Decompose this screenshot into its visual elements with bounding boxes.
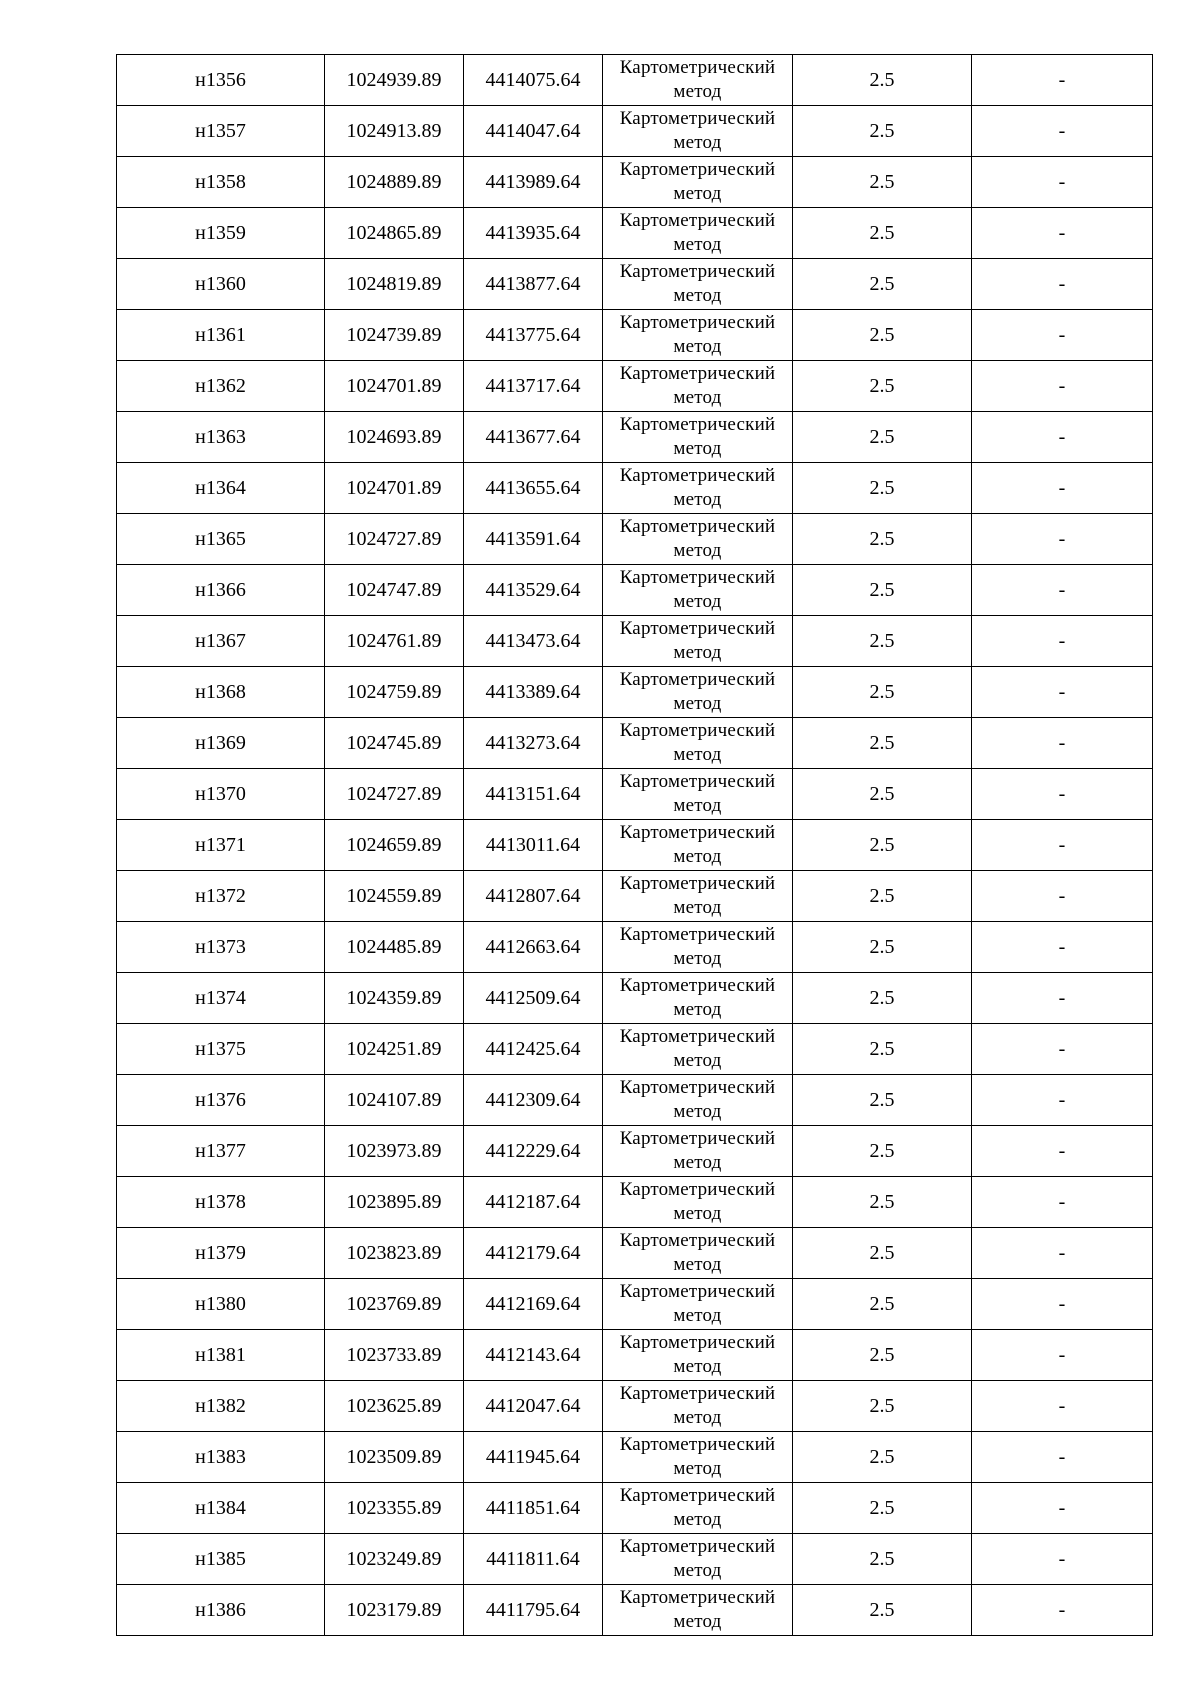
point-id-cell: н1365	[117, 514, 325, 565]
x-coordinate-cell: 1024761.89	[325, 616, 464, 667]
method-line-1: Картометрический	[619, 1536, 776, 1557]
x-coordinate-cell: 1024107.89	[325, 1075, 464, 1126]
note-cell: -	[972, 922, 1153, 973]
method-cell	[603, 361, 793, 412]
y-coordinate-cell: 4411851.64	[464, 1483, 603, 1534]
note-cell: -	[972, 1330, 1153, 1381]
y-coordinate-cell: 4412187.64	[464, 1177, 603, 1228]
table-row	[117, 157, 1153, 208]
method-line-2: метод	[673, 489, 722, 510]
method-line-1: Картометрический	[619, 975, 776, 996]
y-coordinate-cell: 4412425.64	[464, 1024, 603, 1075]
accuracy-cell: 2.5	[793, 463, 972, 514]
table-row	[117, 55, 1153, 106]
x-coordinate-cell: 1023249.89	[325, 1534, 464, 1585]
y-coordinate-cell: 4413877.64	[464, 259, 603, 310]
table-row	[117, 1432, 1153, 1483]
accuracy-cell: 2.5	[793, 1024, 972, 1075]
method-line-1: Картометрический	[619, 771, 776, 792]
method-line-1: Картометрический	[619, 1434, 776, 1455]
x-coordinate-cell: 1024727.89	[325, 769, 464, 820]
method-cell	[603, 1126, 793, 1177]
x-coordinate-cell: 1024889.89	[325, 157, 464, 208]
x-coordinate-cell: 1024865.89	[325, 208, 464, 259]
accuracy-cell: 2.5	[793, 1279, 972, 1330]
method-line-1: Картометрический	[619, 1383, 776, 1404]
method-line-2: метод	[673, 642, 722, 663]
point-id-cell: н1359	[117, 208, 325, 259]
table-row	[117, 1585, 1153, 1636]
table-row	[117, 1126, 1153, 1177]
method-cell	[603, 514, 793, 565]
table-row	[117, 1024, 1153, 1075]
x-coordinate-cell: 1023179.89	[325, 1585, 464, 1636]
y-coordinate-cell: 4411795.64	[464, 1585, 603, 1636]
point-id-cell: н1364	[117, 463, 325, 514]
method-cell	[603, 1381, 793, 1432]
table-row	[117, 973, 1153, 1024]
method-line-2: метод	[673, 1611, 722, 1632]
method-line-2: метод	[673, 81, 722, 102]
note-cell: -	[972, 871, 1153, 922]
method-line-1: Картометрический	[619, 312, 776, 333]
accuracy-cell: 2.5	[793, 667, 972, 718]
x-coordinate-cell: 1023625.89	[325, 1381, 464, 1432]
method-cell	[603, 208, 793, 259]
y-coordinate-cell: 4413591.64	[464, 514, 603, 565]
method-cell	[603, 973, 793, 1024]
method-line-2: метод	[673, 999, 722, 1020]
accuracy-cell: 2.5	[793, 1432, 972, 1483]
table-row	[117, 667, 1153, 718]
method-line-1: Картометрический	[619, 210, 776, 231]
note-cell: -	[972, 1381, 1153, 1432]
method-cell	[603, 463, 793, 514]
accuracy-cell: 2.5	[793, 922, 972, 973]
method-line-1: Картометрический	[619, 1587, 776, 1608]
table-row	[117, 1075, 1153, 1126]
table-row	[117, 259, 1153, 310]
table-row	[117, 412, 1153, 463]
method-cell	[603, 1585, 793, 1636]
accuracy-cell: 2.5	[793, 1177, 972, 1228]
method-cell	[603, 667, 793, 718]
point-id-cell: н1376	[117, 1075, 325, 1126]
coordinates-table-body	[117, 55, 1153, 1636]
table-row	[117, 1330, 1153, 1381]
y-coordinate-cell: 4412143.64	[464, 1330, 603, 1381]
accuracy-cell: 2.5	[793, 1381, 972, 1432]
accuracy-cell: 2.5	[793, 106, 972, 157]
table-row	[117, 1279, 1153, 1330]
table-row	[117, 1228, 1153, 1279]
method-line-1: Картометрический	[619, 465, 776, 486]
accuracy-cell: 2.5	[793, 259, 972, 310]
point-id-cell: н1368	[117, 667, 325, 718]
method-line-2: метод	[673, 285, 722, 306]
method-cell	[603, 157, 793, 208]
point-id-cell: н1378	[117, 1177, 325, 1228]
note-cell: -	[972, 1432, 1153, 1483]
method-line-2: метод	[673, 234, 722, 255]
method-line-1: Картометрический	[619, 261, 776, 282]
accuracy-cell: 2.5	[793, 157, 972, 208]
table-row	[117, 361, 1153, 412]
method-line-1: Картометрический	[619, 1485, 776, 1506]
point-id-cell: н1375	[117, 1024, 325, 1075]
method-cell	[603, 1228, 793, 1279]
method-line-1: Картометрический	[619, 1230, 776, 1251]
accuracy-cell: 2.5	[793, 1585, 972, 1636]
point-id-cell: н1370	[117, 769, 325, 820]
y-coordinate-cell: 4413011.64	[464, 820, 603, 871]
y-coordinate-cell: 4413775.64	[464, 310, 603, 361]
method-line-2: метод	[673, 1101, 722, 1122]
point-id-cell: н1386	[117, 1585, 325, 1636]
note-cell: -	[972, 259, 1153, 310]
point-id-cell: н1358	[117, 157, 325, 208]
method-line-2: метод	[673, 693, 722, 714]
x-coordinate-cell: 1024939.89	[325, 55, 464, 106]
method-cell	[603, 718, 793, 769]
note-cell: -	[972, 1126, 1153, 1177]
method-line-1: Картометрический	[619, 108, 776, 129]
point-id-cell: н1371	[117, 820, 325, 871]
method-line-1: Картометрический	[619, 516, 776, 537]
x-coordinate-cell: 1024739.89	[325, 310, 464, 361]
table-row	[117, 1483, 1153, 1534]
method-line-2: метод	[673, 744, 722, 765]
y-coordinate-cell: 4412047.64	[464, 1381, 603, 1432]
table-row	[117, 514, 1153, 565]
method-cell	[603, 1330, 793, 1381]
method-line-2: метод	[673, 1050, 722, 1071]
method-line-1: Картометрический	[619, 1026, 776, 1047]
y-coordinate-cell: 4411945.64	[464, 1432, 603, 1483]
accuracy-cell: 2.5	[793, 565, 972, 616]
y-coordinate-cell: 4412169.64	[464, 1279, 603, 1330]
point-id-cell: н1374	[117, 973, 325, 1024]
y-coordinate-cell: 4413989.64	[464, 157, 603, 208]
note-cell: -	[972, 55, 1153, 106]
accuracy-cell: 2.5	[793, 310, 972, 361]
method-cell	[603, 1432, 793, 1483]
method-cell	[603, 922, 793, 973]
y-coordinate-cell: 4413389.64	[464, 667, 603, 718]
y-coordinate-cell: 4413473.64	[464, 616, 603, 667]
point-id-cell: н1361	[117, 310, 325, 361]
table-row	[117, 718, 1153, 769]
method-line-2: метод	[673, 132, 722, 153]
table-row	[117, 1177, 1153, 1228]
table-row	[117, 463, 1153, 514]
x-coordinate-cell: 1024727.89	[325, 514, 464, 565]
accuracy-cell: 2.5	[793, 1483, 972, 1534]
method-cell	[603, 259, 793, 310]
point-id-cell: н1357	[117, 106, 325, 157]
point-id-cell: н1369	[117, 718, 325, 769]
point-id-cell: н1362	[117, 361, 325, 412]
method-cell	[603, 412, 793, 463]
method-line-1: Картометрический	[619, 1077, 776, 1098]
table-row	[117, 922, 1153, 973]
y-coordinate-cell: 4413935.64	[464, 208, 603, 259]
method-line-1: Картометрический	[619, 1332, 776, 1353]
accuracy-cell: 2.5	[793, 1126, 972, 1177]
table-row	[117, 310, 1153, 361]
method-line-2: метод	[673, 1458, 722, 1479]
y-coordinate-cell: 4411811.64	[464, 1534, 603, 1585]
method-line-2: метод	[673, 1407, 722, 1428]
x-coordinate-cell: 1023509.89	[325, 1432, 464, 1483]
note-cell: -	[972, 514, 1153, 565]
note-cell: -	[972, 1228, 1153, 1279]
point-id-cell: н1366	[117, 565, 325, 616]
note-cell: -	[972, 1279, 1153, 1330]
x-coordinate-cell: 1023895.89	[325, 1177, 464, 1228]
method-cell	[603, 565, 793, 616]
x-coordinate-cell: 1024819.89	[325, 259, 464, 310]
method-line-2: метод	[673, 1509, 722, 1530]
method-line-2: метод	[673, 591, 722, 612]
x-coordinate-cell: 1023973.89	[325, 1126, 464, 1177]
point-id-cell: н1379	[117, 1228, 325, 1279]
y-coordinate-cell: 4412807.64	[464, 871, 603, 922]
method-line-1: Картометрический	[619, 822, 776, 843]
method-line-2: метод	[673, 846, 722, 867]
y-coordinate-cell: 4413529.64	[464, 565, 603, 616]
point-id-cell: н1363	[117, 412, 325, 463]
note-cell: -	[972, 616, 1153, 667]
accuracy-cell: 2.5	[793, 769, 972, 820]
method-line-1: Картометрический	[619, 1281, 776, 1302]
point-id-cell: н1372	[117, 871, 325, 922]
method-cell	[603, 1483, 793, 1534]
note-cell: -	[972, 769, 1153, 820]
method-line-1: Картометрический	[619, 1128, 776, 1149]
accuracy-cell: 2.5	[793, 1228, 972, 1279]
y-coordinate-cell: 4413717.64	[464, 361, 603, 412]
accuracy-cell: 2.5	[793, 616, 972, 667]
method-line-2: метод	[673, 795, 722, 816]
method-line-1: Картометрический	[619, 924, 776, 945]
x-coordinate-cell: 1024701.89	[325, 463, 464, 514]
note-cell: -	[972, 361, 1153, 412]
method-cell	[603, 871, 793, 922]
x-coordinate-cell: 1024251.89	[325, 1024, 464, 1075]
point-id-cell: н1360	[117, 259, 325, 310]
method-line-2: метод	[673, 1560, 722, 1581]
method-line-1: Картометрический	[619, 1179, 776, 1200]
table-row	[117, 1534, 1153, 1585]
note-cell: -	[972, 106, 1153, 157]
point-id-cell: н1384	[117, 1483, 325, 1534]
point-id-cell: н1383	[117, 1432, 325, 1483]
accuracy-cell: 2.5	[793, 55, 972, 106]
y-coordinate-cell: 4413273.64	[464, 718, 603, 769]
method-line-1: Картометрический	[619, 873, 776, 894]
point-id-cell: н1381	[117, 1330, 325, 1381]
accuracy-cell: 2.5	[793, 820, 972, 871]
method-line-2: метод	[673, 438, 722, 459]
x-coordinate-cell: 1023823.89	[325, 1228, 464, 1279]
y-coordinate-cell: 4413151.64	[464, 769, 603, 820]
note-cell: -	[972, 1024, 1153, 1075]
y-coordinate-cell: 4412663.64	[464, 922, 603, 973]
note-cell: -	[972, 208, 1153, 259]
point-id-cell: н1367	[117, 616, 325, 667]
x-coordinate-cell: 1024659.89	[325, 820, 464, 871]
accuracy-cell: 2.5	[793, 871, 972, 922]
method-line-1: Картометрический	[619, 618, 776, 639]
note-cell: -	[972, 1534, 1153, 1585]
method-line-1: Картометрический	[619, 57, 776, 78]
table-row	[117, 871, 1153, 922]
y-coordinate-cell: 4412309.64	[464, 1075, 603, 1126]
note-cell: -	[972, 463, 1153, 514]
note-cell: -	[972, 1585, 1153, 1636]
note-cell: -	[972, 412, 1153, 463]
y-coordinate-cell: 4413677.64	[464, 412, 603, 463]
method-line-2: метод	[673, 897, 722, 918]
method-line-2: метод	[673, 1305, 722, 1326]
method-line-2: метод	[673, 183, 722, 204]
x-coordinate-cell: 1024913.89	[325, 106, 464, 157]
point-id-cell: н1385	[117, 1534, 325, 1585]
x-coordinate-cell: 1024759.89	[325, 667, 464, 718]
method-cell	[603, 820, 793, 871]
x-coordinate-cell: 1024359.89	[325, 973, 464, 1024]
x-coordinate-cell: 1024559.89	[325, 871, 464, 922]
method-line-2: метод	[673, 948, 722, 969]
note-cell: -	[972, 667, 1153, 718]
point-id-cell: н1373	[117, 922, 325, 973]
point-id-cell: н1356	[117, 55, 325, 106]
method-cell	[603, 310, 793, 361]
x-coordinate-cell: 1023355.89	[325, 1483, 464, 1534]
accuracy-cell: 2.5	[793, 718, 972, 769]
x-coordinate-cell: 1024747.89	[325, 565, 464, 616]
method-line-2: метод	[673, 336, 722, 357]
method-line-2: метод	[673, 1356, 722, 1377]
note-cell: -	[972, 565, 1153, 616]
table-row	[117, 1381, 1153, 1432]
y-coordinate-cell: 4414047.64	[464, 106, 603, 157]
table-row	[117, 616, 1153, 667]
method-line-1: Картометрический	[619, 159, 776, 180]
y-coordinate-cell: 4412509.64	[464, 973, 603, 1024]
accuracy-cell: 2.5	[793, 1075, 972, 1126]
point-id-cell: н1382	[117, 1381, 325, 1432]
table-row	[117, 208, 1153, 259]
method-cell	[603, 1279, 793, 1330]
method-cell	[603, 1075, 793, 1126]
method-cell	[603, 1534, 793, 1585]
method-line-1: Картометрический	[619, 414, 776, 435]
table-row	[117, 106, 1153, 157]
note-cell: -	[972, 973, 1153, 1024]
method-cell	[603, 616, 793, 667]
note-cell: -	[972, 1177, 1153, 1228]
table-row	[117, 820, 1153, 871]
y-coordinate-cell: 4412229.64	[464, 1126, 603, 1177]
point-id-cell: н1380	[117, 1279, 325, 1330]
note-cell: -	[972, 1075, 1153, 1126]
note-cell: -	[972, 718, 1153, 769]
x-coordinate-cell: 1024693.89	[325, 412, 464, 463]
accuracy-cell: 2.5	[793, 973, 972, 1024]
note-cell: -	[972, 157, 1153, 208]
accuracy-cell: 2.5	[793, 412, 972, 463]
method-line-2: метод	[673, 540, 722, 561]
x-coordinate-cell: 1023769.89	[325, 1279, 464, 1330]
coordinates-table	[116, 54, 1153, 1636]
method-line-1: Картометрический	[619, 567, 776, 588]
y-coordinate-cell: 4414075.64	[464, 55, 603, 106]
y-coordinate-cell: 4413655.64	[464, 463, 603, 514]
x-coordinate-cell: 1024745.89	[325, 718, 464, 769]
x-coordinate-cell: 1024485.89	[325, 922, 464, 973]
point-id-cell: н1377	[117, 1126, 325, 1177]
method-cell	[603, 1024, 793, 1075]
method-cell	[603, 106, 793, 157]
note-cell: -	[972, 310, 1153, 361]
accuracy-cell: 2.5	[793, 361, 972, 412]
method-line-1: Картометрический	[619, 669, 776, 690]
method-line-2: метод	[673, 1152, 722, 1173]
y-coordinate-cell: 4412179.64	[464, 1228, 603, 1279]
accuracy-cell: 2.5	[793, 1330, 972, 1381]
method-cell	[603, 55, 793, 106]
note-cell: -	[972, 820, 1153, 871]
method-line-1: Картометрический	[619, 363, 776, 384]
accuracy-cell: 2.5	[793, 514, 972, 565]
method-line-2: метод	[673, 1203, 722, 1224]
method-line-2: метод	[673, 1254, 722, 1275]
table-row	[117, 769, 1153, 820]
method-line-2: метод	[673, 387, 722, 408]
method-cell	[603, 1177, 793, 1228]
method-cell	[603, 769, 793, 820]
method-line-1: Картометрический	[619, 720, 776, 741]
note-cell: -	[972, 1483, 1153, 1534]
x-coordinate-cell: 1023733.89	[325, 1330, 464, 1381]
x-coordinate-cell: 1024701.89	[325, 361, 464, 412]
accuracy-cell: 2.5	[793, 208, 972, 259]
table-row	[117, 565, 1153, 616]
accuracy-cell: 2.5	[793, 1534, 972, 1585]
